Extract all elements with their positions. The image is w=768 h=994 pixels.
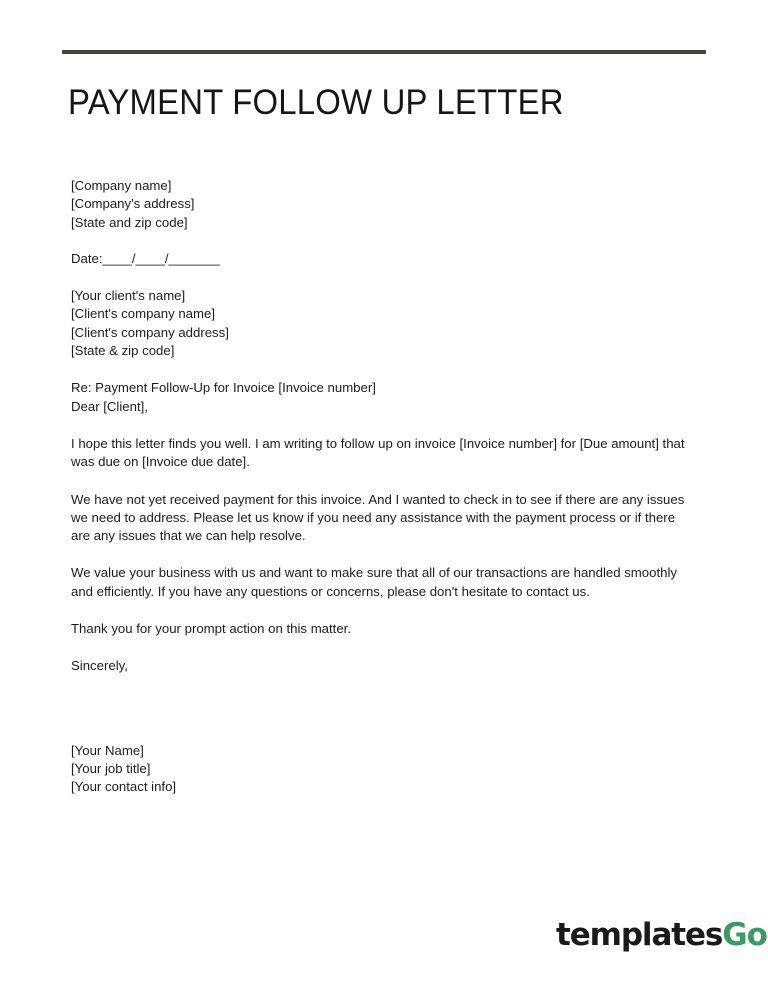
body-paragraph-1: I hope this letter finds you well. I am writing to follow up on invoice [Invoice number] for [Due amount] that was due on [Invoice due date]. xyxy=(71,435,685,470)
date-line: Date:____/____/_______ xyxy=(71,250,220,266)
body-paragraph-3: We value your business with us and want to make sure that all of our transactions are handled smoothly and efficiently. If you have any questions or concerns, please don't hesitate to contact us. xyxy=(71,565,677,599)
sender-line: [State and zip code] xyxy=(71,214,188,230)
signature-line: [Your Name] xyxy=(71,742,144,758)
letter-body xyxy=(71,177,691,797)
page-title: PAYMENT FOLLOW UP LETTER xyxy=(68,83,564,122)
header-rule xyxy=(62,50,706,54)
spacer xyxy=(71,638,691,657)
logo-text-primary: templates xyxy=(556,917,723,953)
signature-block xyxy=(71,742,691,797)
signature-line: [Your contact info] xyxy=(71,779,177,795)
spacer xyxy=(71,545,691,564)
logo-text-accent: Go xyxy=(722,917,767,953)
sender-line: [Company name] xyxy=(71,178,172,193)
recipient-address-block xyxy=(71,287,691,360)
spacer xyxy=(71,472,691,491)
closing-line: Sincerely, xyxy=(71,658,128,674)
recipient-line: [Your client's name] xyxy=(71,288,186,304)
spacer xyxy=(71,416,691,435)
signature-line: [Your job title] xyxy=(71,760,151,776)
salutation: Dear [Client], xyxy=(71,398,148,414)
recipient-line: [Client's company name] xyxy=(71,306,215,322)
spacer xyxy=(71,601,691,620)
spacer xyxy=(71,360,691,379)
spacer xyxy=(71,268,691,287)
recipient-line: [State & zip code] xyxy=(71,343,175,359)
body-paragraph-2: We have not yet received payment for this invoice. And I wanted to check in to see if there are any issues we need to address. Please let us know if you need any assistance with the payment process or if there are any issues that we can help resolve. xyxy=(71,491,685,544)
templatesgo-logo[interactable] xyxy=(556,916,767,954)
sender-address-block xyxy=(71,177,691,232)
subject-line: Re: Payment Follow-Up for Invoice [Invoice number] xyxy=(71,380,376,396)
recipient-line: [Client's company address] xyxy=(71,324,229,340)
body-paragraph-4: Thank you for your prompt action on this matter. xyxy=(71,621,352,637)
signature-space xyxy=(71,676,691,742)
spacer xyxy=(71,232,691,250)
sender-line: [Company's address] xyxy=(71,196,195,212)
